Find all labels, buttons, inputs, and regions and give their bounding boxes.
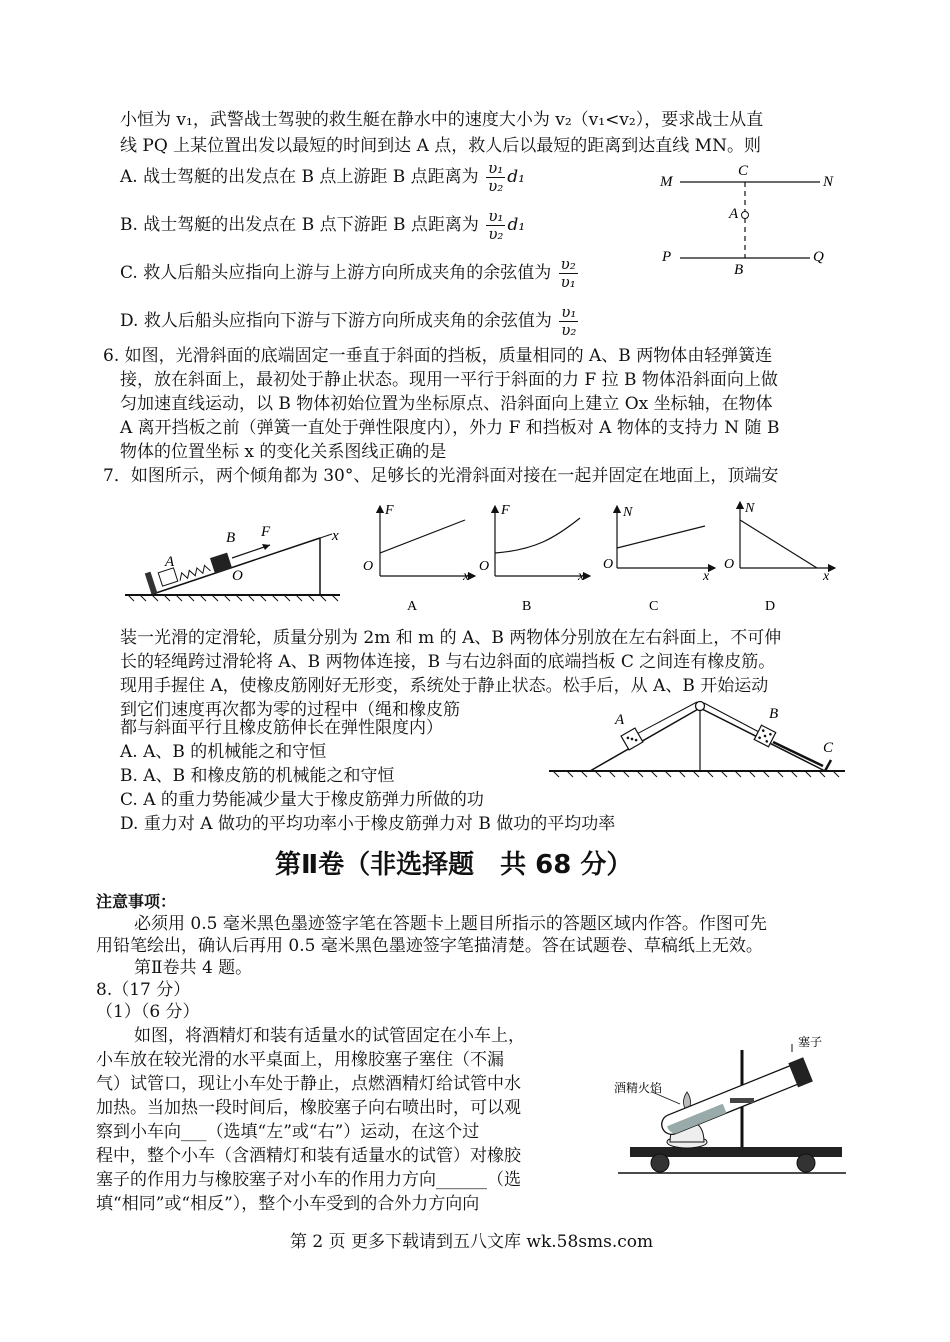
baffle-c [825,760,831,771]
origin-label: O [724,557,735,572]
axis-label-x: x [823,569,830,584]
fraction [486,160,505,195]
label-c: C [823,740,834,756]
label-q: Q [813,249,824,265]
q5-option-d-text: D. 救人后船头应指向下游与下游方向所成夹角的余弦值为 [120,311,552,331]
q6-line3: 匀加速直线运动，以 B 物体初始位置为坐标原点、沿斜面向上建立 Ox 坐标轴，在物体 [120,394,773,414]
denominator: υ₂ [488,177,504,195]
cart-figure [612,1030,852,1180]
d1-symbol: d₁ [507,167,525,187]
q7-option-a: A. A、B 的机械能之和守恒 [120,742,327,762]
graph-label: C [649,599,659,614]
origin-label: O [479,559,490,574]
q7-option-b: B. A、B 和橡皮筋的机械能之和守恒 [120,766,395,786]
rope-left [633,702,697,736]
q6-line1: 6. 如图，光滑斜面的底端固定一垂直于斜面的挡板，质量相同的 A、B 两物体由轻弹簧连 [103,346,773,366]
q6-graphs [355,498,845,618]
axis-label-n: N [623,505,633,520]
q8-line7: 塞子的作用力与橡胶塞子对小车的作用力方向______（选 [96,1170,521,1190]
q7-line5: 到它们速度再次都为零的过程中（绳和橡皮筋 [120,700,460,720]
q5-option-a [120,160,525,195]
q8-line2: 小车放在较光滑的水平桌面上，用橡胶塞子塞住（不漏 [96,1050,504,1070]
q8-line3: 气）试管口，现让小车处于静止，点燃酒精灯给试管中水 [96,1074,521,1094]
fraction [559,304,578,339]
wheel-left [651,1154,669,1172]
block-b [754,725,776,747]
numerator: υ₁ [561,303,577,321]
label-o: O [232,568,243,584]
graph-label: D [765,599,776,614]
q5-option-d [120,304,580,339]
graph-b [479,503,590,614]
q5-option-b-text: B. 战士驾艇的出发点在 B 点下游距 B 点距离为 [120,215,479,235]
d1-symbol: d₁ [507,215,526,235]
graph-a [363,503,475,614]
label-c: C [738,163,749,179]
q5-stem-line1: 小恒为 v₁，武警战士驾驶的救生艇在静水中的速度大小为 v₂（v₁<v₂），要求战士从直 [120,110,764,130]
label-n: N [823,174,834,190]
axis-label-f: F [501,503,510,518]
label-b: B [226,530,236,546]
wheel-right [797,1154,815,1172]
label-a: A [615,712,625,728]
axis-label-n: N [745,501,755,516]
numerator: υ₂ [560,255,576,273]
q8-line8: 填“相同”或“相反”），整个小车受到的合外力方向向 [96,1194,480,1214]
block-b [210,553,232,574]
q7-option-c: C. A 的重力势能减少量大于橡皮筋弹力所做的功 [120,790,484,810]
q7-line3: 长的轻绳跨过滑轮将 A、B 两物体连接，B 与右边斜面的底端挡板 C 之间连有橡皮筋。 [120,652,776,672]
notice-line2: 用铅笔绘出，确认后再用 0.5 毫米黑色墨迹签字笔描清楚。答在试题卷、草稿纸上无效。 [96,936,763,956]
q8-line4: 加热。当加热一段时间后，橡胶塞子向右喷出时，可以观 [96,1098,521,1118]
denominator: υ₂ [561,321,577,339]
axis-label-f: F [385,503,394,518]
q7-line2: 装一光滑的定滑轮，质量分别为 2m 和 m 的 A、B 两物体分别放在左右斜面上，不可伸 [120,628,782,648]
rope-right [704,703,759,732]
pulley [696,702,705,711]
q8-sub1: （1）（6 分） [96,1002,200,1022]
axis-label-x: x [578,569,585,584]
label-a: A [729,206,739,222]
rubber-band [773,742,823,766]
label-a: A [165,554,175,570]
label-b: B [734,262,744,278]
left-incline [590,708,700,771]
graph-c [603,505,715,614]
label-x: x [332,528,339,544]
q7-option-d: D. 重力对 A 做功的平均功率小于橡皮筋弹力对 B 做功的平均功率 [120,814,616,834]
q5-option-b [120,208,525,243]
river-figure [650,160,840,280]
fraction [559,256,578,291]
label-p: P [662,249,672,265]
axis-label-x: x [463,569,470,584]
spring [178,564,211,581]
origin-label: O [603,557,614,572]
numerator: υ₁ [488,159,504,177]
q5-option-a-text: A. 战士驾艇的出发点在 B 点上游距 B 点距离为 [120,167,479,187]
q7-line1: 7．如图所示，两个倾角都为 30°、足够长的光滑斜面对接在一起并固定在地面上，顶端安 [103,466,779,486]
origin-label: O [363,559,374,574]
q6-line4: A 离开挡板之前（弹簧一直处于弹性限度内），外力 F 和挡板对 A 物体的支持力 N 随 B [120,418,780,438]
q8-line1: 如图，将酒精灯和装有适量水的试管固定在小车上， [134,1026,525,1046]
notice-line1: 必须用 0.5 毫米黑色墨迹签字笔在答题卡上题目所指示的答题区域内作答。作图可先 [134,914,767,934]
graph-label: B [522,599,532,614]
graph-d [724,501,835,614]
axis-label-x: x [703,569,710,584]
section-title: 第Ⅱ卷（非选择题 共 68 分） [275,850,633,880]
fraction [486,208,505,243]
notice-line3: 第Ⅱ卷共 4 题。 [134,958,253,978]
q5-option-c [120,256,580,291]
incline-x-tail [320,534,332,538]
label-b: B [769,706,779,722]
numerator: υ₁ [488,207,504,225]
label-m: M [660,174,673,190]
q8-heading: 8.（17 分） [96,980,191,1000]
q5-option-c-text: C. 救人后船头应指向上游与上游方向所成夹角的余弦值为 [120,263,552,283]
incline-spring-figure [120,500,350,610]
flame-label: 酒精火焰 [614,1081,663,1095]
block-a [158,568,178,586]
denominator: υ₂ [488,225,504,243]
point-a [742,212,749,219]
incline-surface [150,538,320,595]
baffle [145,572,158,595]
q5-stem-line2: 线 PQ 上某位置出发以最短的时间到达 A 点，救人后以最短的距离到达直线 MN。则 [120,136,761,156]
q7-line6: 都与斜面平行且橡皮筋伸长在弹性限度内） [120,718,443,738]
double-incline-figure [545,698,850,783]
q8-line6: 程中，整个小车（含酒精灯和装有适量水的试管）对橡胶 [96,1146,521,1166]
label-f: F [261,524,271,540]
q7-line4: 现用手握住 A，使橡皮筋刚好无形变，系统处于静止状态。松手后，从 A、B 开始运动 [120,676,769,696]
q6-line5: 物体的位置坐标 x 的变化关系图线正确的是 [120,442,447,462]
stopper-label: 塞子 [798,1035,823,1049]
page-footer: 第 2 页 更多下载请到五八文库 wk.58sms.com [290,1232,654,1252]
denominator: υ₁ [560,273,576,291]
clamp [730,1098,754,1103]
graph-label: A [407,599,418,614]
notice-heading: 注意事项： [96,892,177,911]
block-a [621,728,643,750]
q8-line5: 察到小车向___（选填“左”或“右”）运动，在这个过 [96,1122,480,1142]
q6-line2: 接，放在斜面上，最初处于静止状态。现用一平行于斜面的力 F 拉 B 物体沿斜面向上做 [120,370,778,390]
